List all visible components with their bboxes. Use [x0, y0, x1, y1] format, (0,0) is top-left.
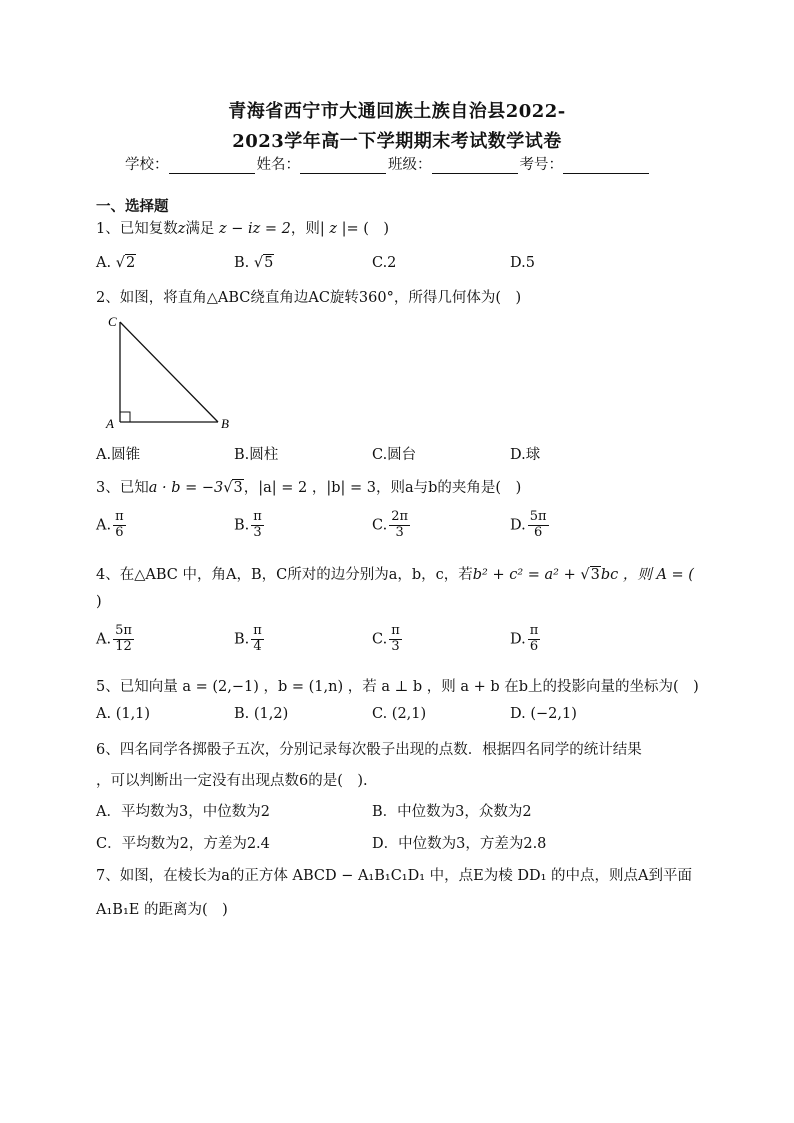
vertex-label-c: C [108, 314, 117, 329]
q1-option-d[interactable]: D.5 [510, 255, 535, 271]
question-3-stem: 3、已知a · b = −3√3，|a| = 2 ，|b| = 3，则a与b的夹角是( ) [96, 480, 522, 496]
question-6-stem-line1: 6、四名同学各掷骰子五次，分别记录每次骰子出现的点数．根据四名同学的统计结果 [96, 742, 642, 758]
q6-option-c[interactable]: C．平均数为2，方差为2.4 [96, 836, 270, 852]
q6-option-b[interactable]: B．中位数为3，众数为2 [372, 804, 532, 820]
q2-option-c[interactable]: C.圆台 [372, 447, 417, 463]
q4-option-a[interactable]: A. $\frac{5\pi}{12}$ [96, 623, 132, 654]
q3-option-b[interactable]: B. $\frac{\pi}{3}$ [234, 509, 262, 540]
vertex-label-b: B [221, 416, 229, 431]
question-7-stem-line1: 7、如图，在棱长为a的正方体 ABCD − A₁B₁C₁D₁ 中，点E为棱 DD₁ 的中点，则点A到平面 [96, 868, 693, 884]
section-choice-title: 一、选择题 [96, 198, 169, 215]
school-field[interactable] [169, 157, 255, 174]
q2-option-b[interactable]: B.圆柱 [234, 447, 279, 463]
class-label: 班级： [388, 157, 432, 173]
q5-option-b[interactable]: B. (1,2) [234, 706, 289, 722]
question-4-stem: 4、在△ABC 中，角A，B，C所对的边分别为a，b，c，若b² + c² = a² + √3bc ，则 A = ( [96, 567, 694, 583]
exam-no-field[interactable] [563, 157, 649, 174]
q6-option-a[interactable]: A．平均数为3，中位数为2 [96, 804, 270, 820]
q4-option-b[interactable]: B. $\frac{\pi}{4}$ [234, 623, 262, 654]
q2-option-d[interactable]: D.球 [510, 447, 541, 463]
question-6-stem-line2: ，可以判断出一定没有出现点数6的是( ). [96, 773, 368, 789]
q4-option-d[interactable]: D. $\frac{\pi}{6}$ [510, 623, 539, 654]
class-field[interactable] [432, 157, 518, 174]
exam-title-line1: 青海省西宁市大通回族土族自治县2022- [228, 101, 566, 122]
q4-option-c[interactable]: C. $\frac{\pi}{3}$ [372, 623, 400, 654]
q5-option-c[interactable]: C. (2,1) [372, 706, 427, 722]
school-label: 学校： [125, 157, 169, 173]
q3-option-d[interactable]: D. $\frac{5\pi}{6}$ [510, 509, 547, 540]
q2-option-a[interactable]: A.圆锥 [96, 447, 141, 463]
q6-option-d[interactable]: D．中位数为3，方差为2.8 [372, 836, 547, 852]
q1-option-c[interactable]: C.2 [372, 255, 397, 271]
q3-option-c[interactable]: C. $\frac{2\pi}{3}$ [372, 509, 409, 540]
right-triangle-figure [100, 312, 240, 432]
q5-option-d[interactable]: D. (−2,1) [510, 706, 577, 722]
q1-option-a[interactable]: A. √2 [96, 255, 136, 271]
q3-option-a[interactable]: A. $\frac{\pi}{6}$ [96, 509, 124, 540]
q5-option-a[interactable]: A. (1,1) [96, 706, 151, 722]
name-field[interactable] [300, 157, 386, 174]
vertex-label-a: A [106, 416, 114, 431]
question-4-stem-cont: ) [96, 594, 102, 610]
name-label: 姓名： [256, 157, 300, 173]
q1-option-b[interactable]: B. √5 [234, 255, 274, 271]
question-2-stem: 2、如图，将直角△ABC绕直角边AC旋转360°，所得几何体为( ) [96, 290, 522, 306]
exam-title-line2: 2023学年高一下学期期末考试数学试卷 [232, 131, 562, 152]
question-1-stem: 1、已知复数z满足 z − iz = 2，则| z |= ( ) [96, 221, 390, 237]
question-7-stem-line2: A₁B₁E 的距离为( ) [96, 902, 228, 918]
exam-no-label: 考号： [519, 157, 563, 173]
question-5-stem: 5、已知向量 a = (2,−1) ，b = (1,n) ，若 a ⊥ b ，则 a + b 在b上的投影向量的坐标为( ) [96, 679, 699, 695]
student-info-line [125, 153, 685, 174]
